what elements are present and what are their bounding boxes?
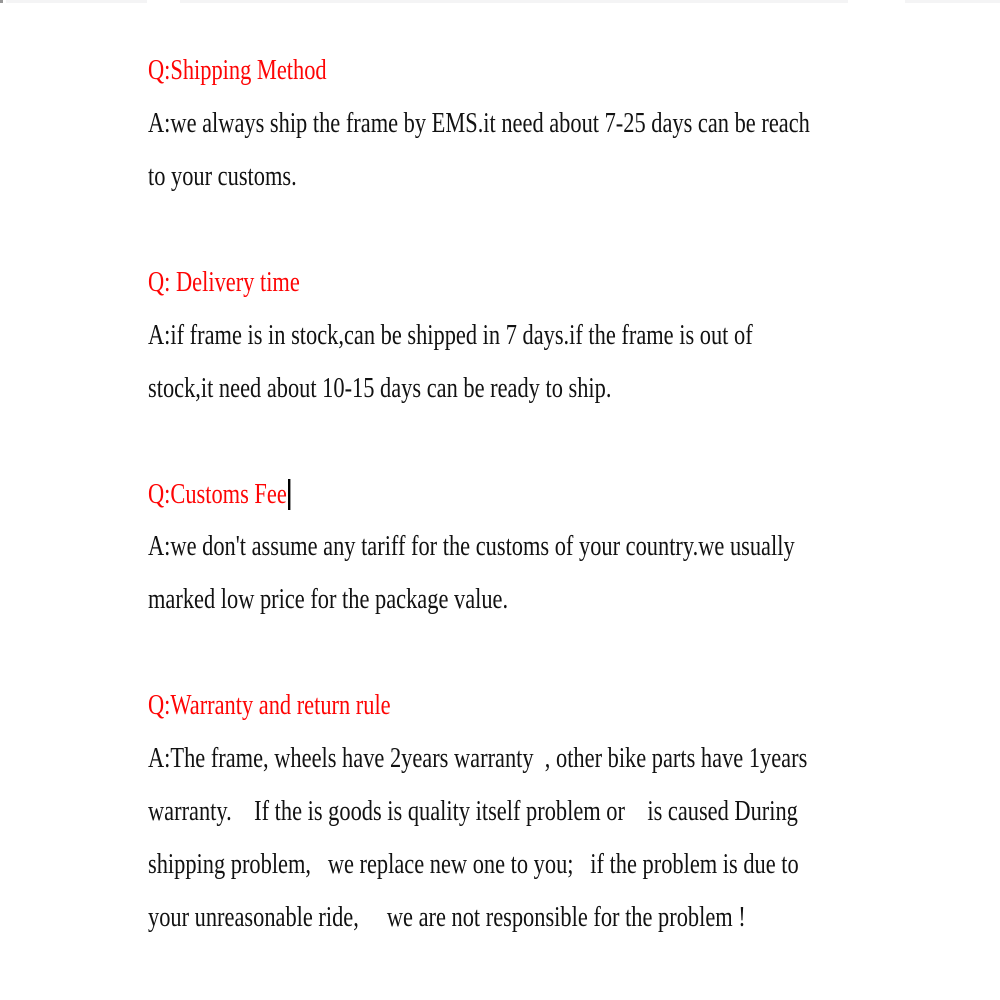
- faq-question-row: [0, 680, 1000, 733]
- faq-question-row: [0, 257, 1000, 310]
- faq-answer-row: [0, 362, 1000, 415]
- faq-question-customs-fee-wrap: [148, 479, 291, 511]
- faq-answer-row: [0, 574, 1000, 627]
- faq-answer-row: [0, 733, 1000, 786]
- faq-question-row: [0, 468, 1000, 521]
- faq-answer-row: [0, 891, 1000, 944]
- faq-answer-row: [0, 309, 1000, 362]
- faq-answer-line: A:The frame, wheels have 2years warranty , other bike parts have 1years: [148, 743, 808, 775]
- blank-line: [0, 415, 1000, 468]
- faq-question-warranty: Q:Warranty and return rule: [148, 690, 391, 722]
- faq-answer-line: to your customs.: [148, 161, 297, 193]
- faq-answer-line: your unreasonable ride, we are not responsible for the problem !: [148, 901, 746, 933]
- faq-answer-line: A:we don't assume any tariff for the customs of your country.we usually: [148, 531, 795, 563]
- faq-answer-row: [0, 151, 1000, 204]
- faq-question-row: [0, 45, 1000, 98]
- faq-answer-line: shipping problem, we replace new one to you; if the problem is due to: [148, 848, 799, 880]
- faq-answer-row: [0, 98, 1000, 151]
- faq-answer-row: [0, 785, 1000, 838]
- faq-answer-line: warranty. If the is goods is quality itself problem or is caused During: [148, 795, 798, 827]
- faq-question-customs-fee: Q:Customs Fee: [148, 478, 287, 510]
- faq-answer-line: marked low price for the package value.: [148, 584, 509, 616]
- faq-question-delivery-time: Q: Delivery time: [148, 267, 300, 298]
- text-cursor-caret: [288, 479, 290, 510]
- faq-answer-line: stock,it need about 10-15 days can be ready to ship.: [148, 372, 612, 404]
- blank-line: [0, 627, 1000, 680]
- blank-line: [0, 204, 1000, 257]
- faq-answer-line: A:if frame is in stock,can be shipped in 7 days.if the frame is out of: [148, 319, 753, 351]
- faq-question-shipping-method: Q:Shipping Method: [148, 55, 327, 87]
- faq-answer-line: A:we always ship the frame by EMS.it need about 7-25 days can be reach: [148, 108, 810, 140]
- faq-answer-row: [0, 521, 1000, 574]
- faq-answer-row: [0, 838, 1000, 891]
